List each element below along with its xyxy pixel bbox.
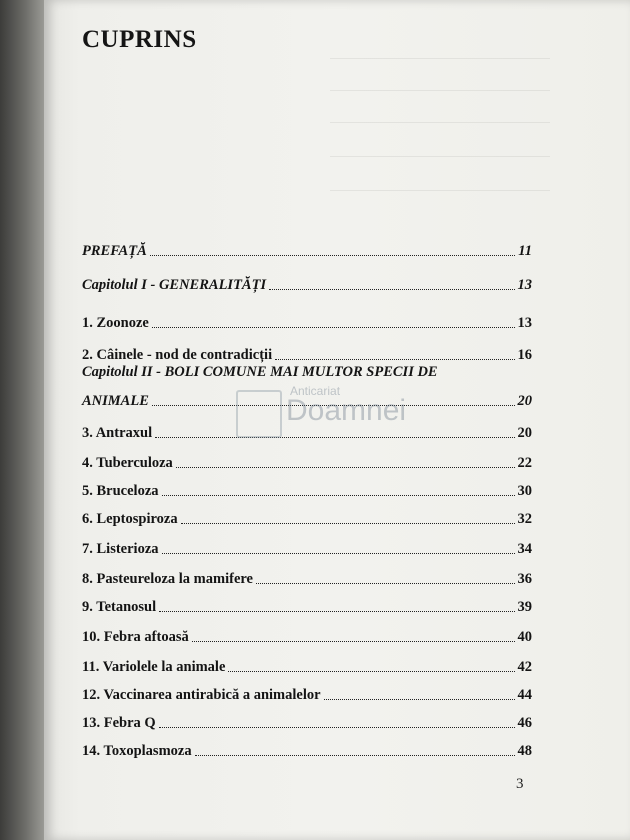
- toc-entry-label: 12. Vaccinarea antirabică a animalelor: [82, 687, 321, 703]
- page-number: 3: [516, 776, 524, 792]
- dot-leader: [150, 255, 516, 256]
- toc-entry-chapter-1[interactable]: [82, 272, 532, 294]
- dot-leader: [162, 553, 515, 554]
- dot-leader: [228, 671, 514, 672]
- watermark: [236, 384, 426, 448]
- toc-entry-label: 2. Câinele - nod de contradicții: [82, 347, 273, 363]
- toc-entry-13[interactable]: [82, 710, 532, 732]
- toc-entry-page: 32: [517, 511, 532, 527]
- toc-entry-label: Capitolul I - GENERALITĂȚI: [82, 277, 267, 293]
- watermark-big-text: Doamnei: [286, 394, 407, 427]
- toc-entry-label: 6. Leptospiroza: [82, 511, 178, 527]
- dot-leader: [162, 495, 515, 496]
- toc-entry-page: 46: [517, 715, 532, 731]
- page-title: CUPRINS: [82, 26, 197, 53]
- toc-entry-label: 4. Tuberculoza: [82, 455, 173, 471]
- toc-entry-8[interactable]: [82, 566, 532, 588]
- dot-leader: [324, 699, 515, 700]
- toc-entry-label: 10. Febra aftoasă: [82, 629, 189, 645]
- watermark-book-icon: [236, 390, 282, 438]
- toc-entry-page: 44: [517, 687, 532, 703]
- toc-entry-page: 48: [517, 743, 532, 759]
- toc-entry-label: 7. Listerioza: [82, 541, 159, 557]
- toc-entry-4[interactable]: [82, 450, 532, 472]
- toc-entry-10[interactable]: [82, 624, 532, 646]
- toc-entry-label: 9. Tetanosul: [82, 599, 157, 615]
- toc-entry-9[interactable]: [82, 594, 532, 616]
- toc-entry-prefata[interactable]: [82, 238, 532, 260]
- dot-leader: [152, 327, 515, 328]
- toc-entry-chapter-2-line1: Capitolul II - BOLI COMUNE MAI MULTOR SPECII DE: [82, 364, 438, 380]
- toc-entry-label: 14. Toxoplasmoza: [82, 743, 192, 759]
- dot-leader: [275, 359, 514, 360]
- toc-entry-6[interactable]: [82, 506, 532, 528]
- dot-leader: [181, 523, 515, 524]
- toc-entry-2[interactable]: [82, 342, 532, 364]
- dot-leader: [256, 583, 515, 584]
- toc-entry-page: 36: [517, 571, 532, 587]
- toc-entry-page: 40: [517, 629, 532, 645]
- dot-leader: [159, 727, 515, 728]
- toc-entry-label: 5. Bruceloza: [82, 483, 159, 499]
- toc-entry-page: 13: [517, 277, 532, 293]
- toc-entry-page: 20: [517, 393, 532, 409]
- dot-leader: [195, 755, 515, 756]
- toc-entry-14[interactable]: [82, 738, 532, 760]
- toc-entry-label: 13. Febra Q: [82, 715, 156, 731]
- toc-entry-label: PREFAȚĂ: [82, 243, 147, 259]
- toc-entry-label: 8. Pasteureloza la mamifere: [82, 571, 253, 587]
- toc-entry-page: 22: [517, 455, 532, 471]
- toc-entry-11[interactable]: [82, 654, 532, 676]
- toc-entry-1[interactable]: [82, 310, 532, 332]
- toc-entry-page: 39: [517, 599, 532, 615]
- toc-entry-5[interactable]: [82, 478, 532, 500]
- toc-entry-page: 16: [517, 347, 532, 363]
- dot-leader: [176, 467, 515, 468]
- toc-entry-page: 30: [517, 483, 532, 499]
- toc-entry-page: 42: [517, 659, 532, 675]
- toc-entry-label: 1. Zoonoze: [82, 315, 149, 331]
- dot-leader: [159, 611, 514, 612]
- watermark-small-text: Anticariat: [290, 384, 341, 398]
- toc-entry-label: ANIMALE: [82, 393, 149, 409]
- toc-entry-12[interactable]: [82, 682, 532, 704]
- toc-entry-label: 11. Variolele la animale: [82, 659, 226, 675]
- dot-leader: [192, 641, 515, 642]
- toc-entry-page: 13: [517, 315, 532, 331]
- toc-entry-7[interactable]: [82, 536, 532, 558]
- toc-entry-page: 34: [517, 541, 532, 557]
- toc-entry-label: 3. Antraxul: [82, 425, 153, 441]
- toc-entry-page: 11: [518, 243, 532, 259]
- dot-leader: [269, 289, 514, 290]
- toc-entry-page: 20: [517, 425, 532, 441]
